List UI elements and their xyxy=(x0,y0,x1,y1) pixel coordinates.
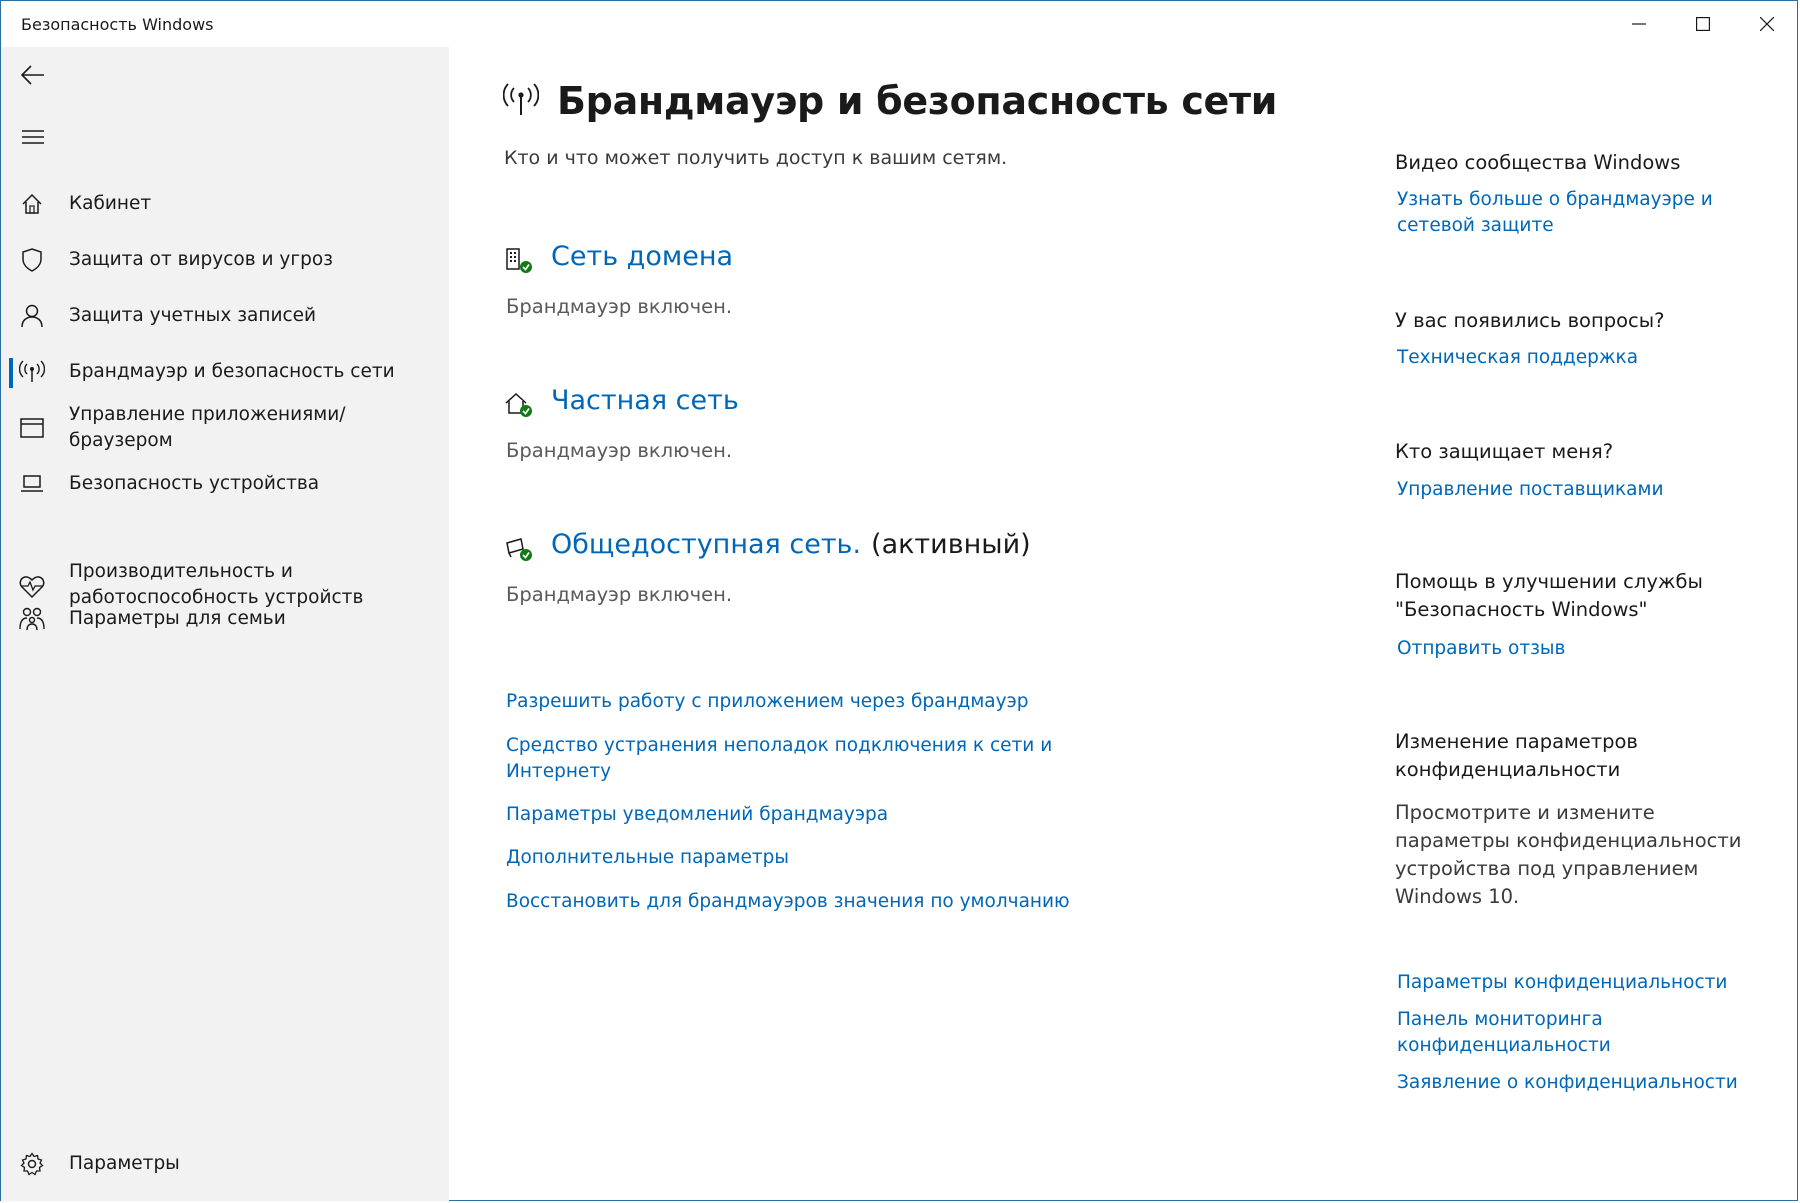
privacy-dashboard-line2: конфиденциальности xyxy=(1397,1035,1611,1056)
privacy-heading xyxy=(1395,728,1638,784)
maximize-button[interactable] xyxy=(1671,1,1735,47)
person-icon xyxy=(19,303,45,329)
private-network-status: Брандмауэр включен. xyxy=(506,439,733,462)
private-network-link[interactable]: Частная сеть xyxy=(551,385,739,416)
privacy-dashboard-line1: Панель мониторинга xyxy=(1397,1009,1603,1030)
public-network-icon xyxy=(505,535,533,563)
improve-heading xyxy=(1395,568,1703,624)
public-network-status: Брандмауэр включен. xyxy=(506,583,733,606)
improve-heading-line2: "Безопасность Windows" xyxy=(1395,598,1648,621)
sidebar-item-label: Параметры для семьи xyxy=(69,608,286,629)
privacy-description xyxy=(1395,799,1741,911)
laptop-icon xyxy=(19,471,45,497)
domain-network-status: Брандмауэр включен. xyxy=(506,295,733,318)
privacy-settings-link[interactable]: Параметры конфиденциальности xyxy=(1397,972,1728,993)
privacy-text-line1: Просмотрите и измените xyxy=(1395,801,1655,824)
sidebar-item-label: Кабинет xyxy=(69,193,152,214)
active-network-label: (активный) xyxy=(871,529,1031,560)
sidebar-item-label-line1: Производительность и xyxy=(69,561,293,582)
sidebar-item-label: Безопасность устройства xyxy=(69,473,320,494)
app-window-icon xyxy=(19,415,45,441)
support-link[interactable]: Техническая поддержка xyxy=(1397,347,1639,368)
menu-button[interactable] xyxy=(15,119,51,155)
window-title: Безопасность Windows xyxy=(21,15,214,34)
privacy-dashboard-link[interactable] xyxy=(1397,1007,1611,1059)
sidebar xyxy=(1,47,449,1201)
antenna-icon xyxy=(503,83,539,121)
community-video-link[interactable] xyxy=(1397,187,1713,239)
privacy-text-line3: устройства под управлением xyxy=(1395,857,1699,880)
sidebar-item-app-browser-control[interactable] xyxy=(1,404,449,452)
privacy-text-line4: Windows 10. xyxy=(1395,885,1520,908)
privacy-heading-line2: конфиденциальности xyxy=(1395,758,1621,781)
sidebar-item-label: Защита учетных записей xyxy=(69,305,317,326)
advanced-settings-link[interactable]: Дополнительные параметры xyxy=(506,847,789,868)
troubleshooter-link[interactable] xyxy=(506,733,1052,785)
sidebar-item-account-protection[interactable] xyxy=(1,292,449,340)
sidebar-item-family-options[interactable] xyxy=(1,595,449,643)
providers-link[interactable]: Управление поставщиками xyxy=(1397,479,1664,500)
community-heading: Видео сообщества Windows xyxy=(1395,151,1681,174)
community-link-line1: Узнать больше о брандмауэре и xyxy=(1397,189,1713,210)
public-network-row xyxy=(551,529,1031,560)
allow-app-link[interactable]: Разрешить работу с приложением через брандмауэр xyxy=(506,691,1029,712)
hamburger-icon xyxy=(22,129,44,145)
back-button[interactable] xyxy=(15,57,51,93)
questions-heading: У вас появились вопросы? xyxy=(1395,309,1665,332)
sidebar-item-label: Управление приложениями/браузером xyxy=(69,404,346,451)
back-arrow-icon xyxy=(21,65,45,85)
page-title: Брандмауэр и безопасность сети xyxy=(557,79,1278,123)
feedback-link[interactable]: Отправить отзыв xyxy=(1397,638,1566,659)
maximize-icon xyxy=(1696,17,1710,31)
troubleshooter-link-line1: Средство устранения неполадок подключения к сети и xyxy=(506,735,1053,756)
family-icon xyxy=(19,606,45,632)
shield-icon xyxy=(19,247,45,273)
sidebar-item-home[interactable] xyxy=(1,180,449,228)
sidebar-item-firewall[interactable] xyxy=(1,348,449,396)
sidebar-item-settings[interactable] xyxy=(1,1140,449,1188)
improve-heading-line1: Помощь в улучшении службы xyxy=(1395,570,1703,593)
sidebar-item-device-security[interactable] xyxy=(1,460,449,508)
gear-icon xyxy=(19,1151,45,1177)
page-subtitle: Кто и что может получить доступ к вашим сетям. xyxy=(504,147,1008,169)
protect-heading: Кто защищает меня? xyxy=(1395,440,1614,463)
home-icon xyxy=(19,191,45,217)
antenna-icon xyxy=(19,359,45,385)
sidebar-item-virus-protection[interactable] xyxy=(1,236,449,284)
notification-settings-link[interactable]: Параметры уведомлений брандмауэра xyxy=(506,804,889,825)
privacy-heading-line1: Изменение параметров xyxy=(1395,730,1638,753)
minimize-icon xyxy=(1632,17,1646,31)
domain-network-icon xyxy=(505,247,533,275)
sidebar-item-label-line2: работоспособность устройств xyxy=(69,587,364,608)
private-network-icon xyxy=(505,391,533,419)
troubleshooter-link-line2: Интернету xyxy=(506,761,612,782)
public-network-link[interactable]: Общедоступная сеть. xyxy=(551,529,862,560)
active-indicator xyxy=(9,358,13,388)
privacy-statement-link[interactable]: Заявление о конфиденциальности xyxy=(1397,1072,1738,1093)
sidebar-item-label: Защита от вирусов и угроз xyxy=(69,249,333,270)
sidebar-item-label: Параметры xyxy=(69,1153,180,1174)
privacy-text-line2: параметры конфиденциальности xyxy=(1395,829,1742,852)
sidebar-item-label: Брандмауэр и безопасность сети xyxy=(69,361,395,382)
minimize-button[interactable] xyxy=(1607,1,1671,47)
close-button[interactable] xyxy=(1735,1,1799,47)
community-link-line2: сетевой защите xyxy=(1397,215,1554,236)
domain-network-link[interactable]: Сеть домена xyxy=(551,241,734,272)
close-icon xyxy=(1760,17,1774,31)
title-bar xyxy=(1,1,1797,47)
restore-defaults-link[interactable]: Восстановить для брандмауэров значения по умолчанию xyxy=(506,891,1070,912)
